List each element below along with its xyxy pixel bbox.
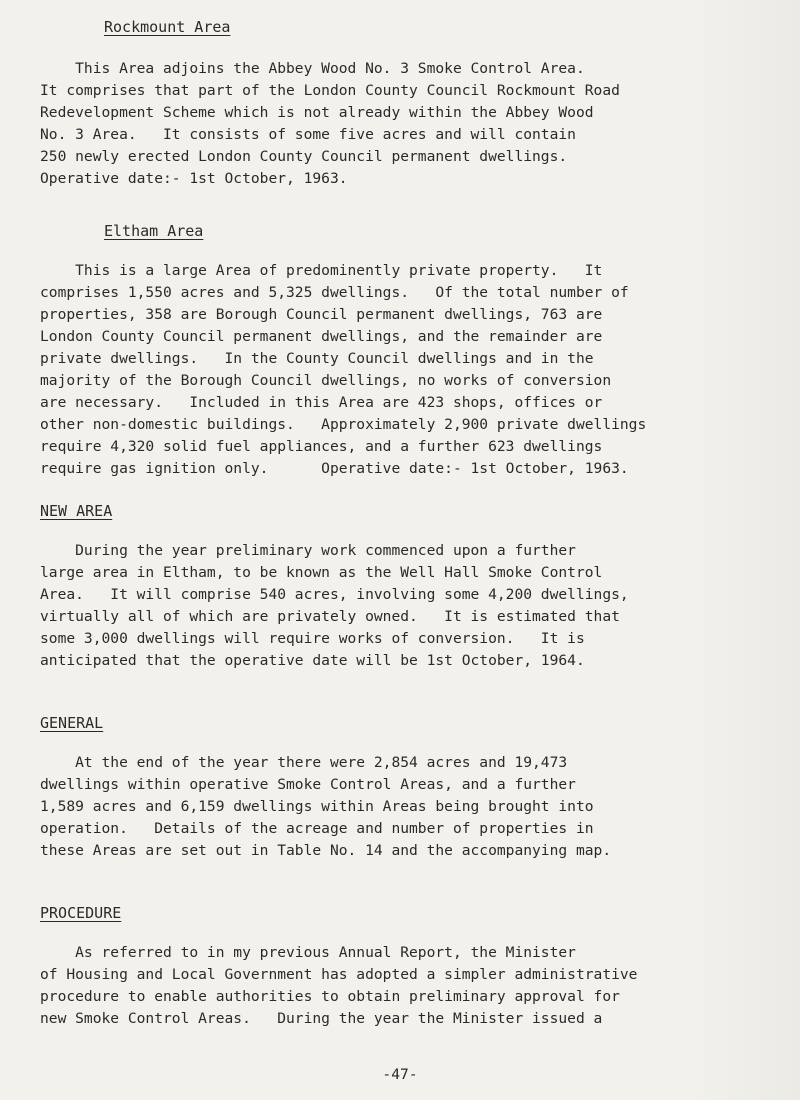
heading-general: GENERAL xyxy=(40,714,104,732)
text-line: comprises 1,550 acres and 5,325 dwellings. Of the total number of xyxy=(40,284,629,301)
text-line: large area in Eltham, to be known as the Well Hall Smoke Control xyxy=(40,564,603,581)
text-line: are necessary. Included in this Area are 423 shops, offices or xyxy=(40,394,603,411)
text-line: As referred to in my previous Annual Report, the Minister xyxy=(40,944,576,961)
text-line: anticipated that the operative date will be 1st October, 1964. xyxy=(40,652,585,669)
text-line: This is a large Area of predominently private property. It xyxy=(40,262,603,279)
text-line: new Smoke Control Areas. During the year the Minister issued a xyxy=(40,1010,603,1027)
text-line: properties, 358 are Borough Council permanent dwellings, 763 are xyxy=(40,306,603,323)
heading-procedure: PROCEDURE xyxy=(40,904,122,922)
paragraph-new-area xyxy=(40,540,770,672)
text-line: Redevelopment Scheme which is not already within the Abbey Wood xyxy=(40,104,594,121)
text-line: some 3,000 dwellings will require works of conversion. It is xyxy=(40,630,585,647)
text-line: of Housing and Local Government has adopted a simpler administrative xyxy=(40,966,638,983)
page-number: -47- xyxy=(382,1066,418,1083)
text-line: private dwellings. In the County Council dwellings and in the xyxy=(40,350,594,367)
text-line: these Areas are set out in Table No. 14 and the accompanying map. xyxy=(40,842,612,859)
text-line: London County Council permanent dwellings, and the remainder are xyxy=(40,328,603,345)
heading-rockmount-area: Rockmount Area xyxy=(104,18,231,36)
text-line: majority of the Borough Council dwellings, no works of conversion xyxy=(40,372,612,389)
text-line: other non-domestic buildings. Approximately 2,900 private dwellings xyxy=(40,416,647,433)
text-line: No. 3 Area. It consists of some five acres and will contain xyxy=(40,126,576,143)
paragraph-general xyxy=(40,752,770,862)
text-line: require 4,320 solid fuel appliances, and a further 623 dwellings xyxy=(40,438,603,455)
text-line: 250 newly erected London County Council permanent dwellings. xyxy=(40,148,568,165)
text-line: operation. Details of the acreage and number of properties in xyxy=(40,820,594,837)
text-line: Operative date:- 1st October, 1963. xyxy=(40,170,348,187)
text-line: It comprises that part of the London County Council Rockmount Road xyxy=(40,82,620,99)
paragraph-procedure xyxy=(40,942,770,1030)
text-line: dwellings within operative Smoke Control Areas, and a further xyxy=(40,776,576,793)
text-line: At the end of the year there were 2,854 acres and 19,473 xyxy=(40,754,568,771)
text-line: 1,589 acres and 6,159 dwellings within Areas being brought into xyxy=(40,798,594,815)
heading-eltham-area: Eltham Area xyxy=(104,222,204,240)
text-line: During the year preliminary work commenced upon a further xyxy=(40,542,576,559)
paragraph-eltham-area xyxy=(40,260,770,480)
text-line: procedure to enable authorities to obtain preliminary approval for xyxy=(40,988,620,1005)
paragraph-rockmount-area xyxy=(40,58,770,190)
text-line: This Area adjoins the Abbey Wood No. 3 Smoke Control Area. xyxy=(40,60,585,77)
text-line: Area. It will comprise 540 acres, involving some 4,200 dwellings, xyxy=(40,586,629,603)
text-line: require gas ignition only. Operative date:- 1st October, 1963. xyxy=(40,460,629,477)
heading-new-area: NEW AREA xyxy=(40,502,113,520)
text-line: virtually all of which are privately owned. It is estimated that xyxy=(40,608,620,625)
